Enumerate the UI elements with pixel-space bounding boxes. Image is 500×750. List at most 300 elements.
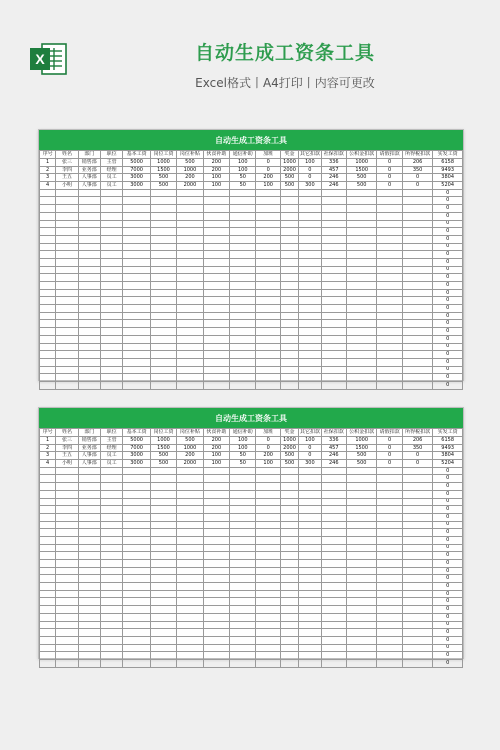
table-cell[interactable] (230, 529, 256, 537)
table-cell[interactable]: 0 (433, 606, 463, 614)
table-cell[interactable] (177, 629, 203, 637)
table-cell[interactable] (256, 613, 280, 621)
table-cell[interactable] (100, 629, 122, 637)
table-cell[interactable] (402, 552, 433, 560)
table-cell[interactable]: 人事部 (78, 452, 100, 460)
table-cell[interactable] (203, 636, 229, 644)
table-cell[interactable] (177, 374, 203, 382)
table-cell[interactable] (321, 282, 346, 290)
table-cell[interactable] (177, 506, 203, 514)
table-cell[interactable]: 员工 (100, 174, 122, 182)
table-cell[interactable] (321, 312, 346, 320)
table-cell[interactable] (150, 536, 176, 544)
table-cell[interactable]: 206 (402, 437, 433, 445)
table-cell[interactable] (280, 274, 298, 282)
table-cell[interactable] (123, 498, 150, 506)
table-cell[interactable] (177, 606, 203, 614)
table-cell[interactable] (256, 621, 280, 629)
table-cell[interactable] (280, 335, 298, 343)
table-cell[interactable] (56, 374, 78, 382)
table-cell[interactable] (203, 297, 229, 305)
table-cell[interactable] (280, 560, 298, 568)
table-cell[interactable] (230, 381, 256, 389)
table-cell[interactable]: 3000 (123, 174, 150, 182)
table-cell[interactable] (377, 544, 402, 552)
table-cell[interactable] (321, 513, 346, 521)
table-cell[interactable] (150, 483, 176, 491)
table-cell[interactable] (377, 228, 402, 236)
table-cell[interactable] (230, 629, 256, 637)
table-cell[interactable] (56, 282, 78, 290)
table-cell[interactable] (177, 212, 203, 220)
table-cell[interactable] (78, 544, 100, 552)
table-cell[interactable] (280, 529, 298, 537)
table-cell[interactable] (78, 467, 100, 475)
table-cell[interactable] (123, 274, 150, 282)
table-cell[interactable] (123, 328, 150, 336)
table-cell[interactable] (177, 544, 203, 552)
table-cell[interactable] (321, 305, 346, 313)
table-cell[interactable] (280, 483, 298, 491)
table-cell[interactable] (280, 521, 298, 529)
table-cell[interactable] (123, 490, 150, 498)
table-cell[interactable]: 500 (280, 174, 298, 182)
table-cell[interactable] (123, 374, 150, 382)
table-cell[interactable] (321, 197, 346, 205)
table-cell[interactable] (78, 305, 100, 313)
table-cell[interactable] (56, 297, 78, 305)
table-cell[interactable] (150, 529, 176, 537)
table-cell[interactable] (203, 343, 229, 351)
table-cell[interactable]: 0 (402, 452, 433, 460)
table-cell[interactable] (203, 613, 229, 621)
table-cell[interactable] (100, 335, 122, 343)
table-cell[interactable]: 200 (256, 174, 280, 182)
table-cell[interactable] (346, 475, 377, 483)
table-cell[interactable] (230, 351, 256, 359)
table-cell[interactable] (203, 467, 229, 475)
table-cell[interactable] (256, 374, 280, 382)
table-cell[interactable]: 200 (177, 452, 203, 460)
table-cell[interactable] (78, 228, 100, 236)
table-cell[interactable] (402, 274, 433, 282)
table-cell[interactable] (100, 513, 122, 521)
table-cell[interactable] (177, 483, 203, 491)
table-cell[interactable] (256, 312, 280, 320)
table-cell[interactable] (177, 467, 203, 475)
table-cell[interactable]: 人事部 (78, 182, 100, 190)
table-cell[interactable]: 0 (433, 205, 463, 213)
table-cell[interactable] (377, 652, 402, 660)
table-cell[interactable]: 经理 (100, 444, 122, 452)
table-cell[interactable] (203, 351, 229, 359)
table-cell[interactable] (78, 343, 100, 351)
table-cell[interactable] (40, 506, 56, 514)
table-cell[interactable] (100, 583, 122, 591)
table-cell[interactable] (321, 228, 346, 236)
table-cell[interactable]: 246 (321, 174, 346, 182)
table-cell[interactable] (56, 335, 78, 343)
table-cell[interactable] (346, 189, 377, 197)
table-cell[interactable] (346, 266, 377, 274)
table-cell[interactable]: 0 (433, 228, 463, 236)
table-cell[interactable] (56, 266, 78, 274)
table-cell[interactable] (377, 366, 402, 374)
table-cell[interactable] (150, 243, 176, 251)
table-cell[interactable] (56, 536, 78, 544)
table-cell[interactable]: 300 (299, 460, 321, 468)
table-cell[interactable] (100, 498, 122, 506)
table-cell[interactable] (40, 575, 56, 583)
table-cell[interactable] (123, 590, 150, 598)
table-cell[interactable] (203, 251, 229, 259)
table-cell[interactable]: 50 (230, 182, 256, 190)
table-cell[interactable]: 100 (203, 174, 229, 182)
table-cell[interactable] (402, 606, 433, 614)
table-cell[interactable]: 0 (377, 182, 402, 190)
table-cell[interactable] (56, 552, 78, 560)
table-cell[interactable] (40, 220, 56, 228)
table-cell[interactable]: 张三 (56, 159, 78, 167)
table-cell[interactable] (346, 506, 377, 514)
table-cell[interactable] (256, 366, 280, 374)
table-cell[interactable] (280, 475, 298, 483)
table-cell[interactable] (402, 212, 433, 220)
table-cell[interactable] (299, 652, 321, 660)
table-cell[interactable] (346, 575, 377, 583)
table-cell[interactable]: 500 (150, 182, 176, 190)
table-cell[interactable] (299, 483, 321, 491)
table-cell[interactable] (100, 659, 122, 667)
table-cell[interactable] (402, 467, 433, 475)
table-cell[interactable] (40, 381, 56, 389)
table-cell[interactable]: 9493 (433, 444, 463, 452)
table-cell[interactable]: 246 (321, 460, 346, 468)
table-cell[interactable] (377, 266, 402, 274)
table-cell[interactable] (402, 305, 433, 313)
table-cell[interactable] (321, 351, 346, 359)
table-cell[interactable] (377, 560, 402, 568)
table-cell[interactable] (177, 560, 203, 568)
table-cell[interactable] (56, 243, 78, 251)
table-cell[interactable] (150, 266, 176, 274)
table-cell[interactable] (230, 243, 256, 251)
table-cell[interactable] (280, 266, 298, 274)
table-cell[interactable] (100, 521, 122, 529)
table-cell[interactable] (321, 320, 346, 328)
table-cell[interactable] (256, 598, 280, 606)
table-cell[interactable] (123, 544, 150, 552)
table-cell[interactable] (177, 583, 203, 591)
table-cell[interactable] (56, 621, 78, 629)
table-cell[interactable] (100, 220, 122, 228)
table-cell[interactable] (56, 521, 78, 529)
table-cell[interactable] (203, 483, 229, 491)
table-cell[interactable] (203, 659, 229, 667)
table-cell[interactable]: 9493 (433, 166, 463, 174)
table-cell[interactable] (230, 235, 256, 243)
table-cell[interactable] (230, 644, 256, 652)
table-cell[interactable] (78, 189, 100, 197)
table-cell[interactable] (230, 335, 256, 343)
table-cell[interactable] (402, 521, 433, 529)
table-cell[interactable] (256, 629, 280, 637)
table-cell[interactable]: 100 (299, 437, 321, 445)
table-cell[interactable]: 5000 (123, 159, 150, 167)
table-cell[interactable] (123, 351, 150, 359)
table-cell[interactable] (40, 258, 56, 266)
table-cell[interactable] (299, 644, 321, 652)
table-cell[interactable] (299, 513, 321, 521)
table-cell[interactable] (299, 351, 321, 359)
table-cell[interactable] (56, 652, 78, 660)
table-cell[interactable]: 0 (256, 437, 280, 445)
table-cell[interactable] (150, 312, 176, 320)
table-cell[interactable] (100, 381, 122, 389)
table-cell[interactable] (280, 205, 298, 213)
table-cell[interactable]: 王五 (56, 452, 78, 460)
table-cell[interactable] (78, 567, 100, 575)
table-cell[interactable] (280, 506, 298, 514)
table-cell[interactable] (230, 606, 256, 614)
table-cell[interactable] (100, 235, 122, 243)
table-cell[interactable] (256, 544, 280, 552)
table-cell[interactable] (256, 212, 280, 220)
table-cell[interactable]: 0 (433, 312, 463, 320)
table-cell[interactable] (256, 205, 280, 213)
table-cell[interactable] (230, 636, 256, 644)
table-cell[interactable] (56, 251, 78, 259)
table-cell[interactable] (230, 328, 256, 336)
table-cell[interactable] (150, 544, 176, 552)
table-cell[interactable] (256, 289, 280, 297)
table-cell[interactable]: 3 (40, 452, 56, 460)
table-cell[interactable] (123, 598, 150, 606)
table-cell[interactable] (100, 621, 122, 629)
table-cell[interactable] (177, 189, 203, 197)
table-cell[interactable] (56, 583, 78, 591)
table-cell[interactable] (230, 490, 256, 498)
table-cell[interactable]: 500 (346, 182, 377, 190)
table-cell[interactable]: 100 (230, 159, 256, 167)
table-cell[interactable] (100, 351, 122, 359)
table-cell[interactable] (280, 212, 298, 220)
table-cell[interactable] (40, 205, 56, 213)
table-cell[interactable] (78, 513, 100, 521)
table-cell[interactable] (299, 335, 321, 343)
table-cell[interactable] (256, 659, 280, 667)
table-cell[interactable] (346, 297, 377, 305)
table-cell[interactable]: 500 (150, 452, 176, 460)
table-cell[interactable] (256, 251, 280, 259)
table-cell[interactable]: 50 (230, 452, 256, 460)
table-cell[interactable] (40, 483, 56, 491)
table-cell[interactable] (40, 621, 56, 629)
table-cell[interactable] (56, 305, 78, 313)
table-cell[interactable] (346, 529, 377, 537)
table-cell[interactable] (100, 205, 122, 213)
table-cell[interactable] (150, 521, 176, 529)
table-cell[interactable] (402, 381, 433, 389)
table-cell[interactable] (100, 320, 122, 328)
table-cell[interactable] (299, 235, 321, 243)
table-cell[interactable]: 0 (377, 460, 402, 468)
table-cell[interactable] (230, 544, 256, 552)
table-cell[interactable]: 1000 (150, 437, 176, 445)
table-cell[interactable] (256, 636, 280, 644)
table-cell[interactable] (321, 529, 346, 537)
table-cell[interactable] (123, 305, 150, 313)
table-cell[interactable] (40, 312, 56, 320)
table-cell[interactable] (402, 220, 433, 228)
table-cell[interactable] (56, 590, 78, 598)
table-cell[interactable] (78, 381, 100, 389)
table-cell[interactable] (321, 212, 346, 220)
table-cell[interactable] (78, 560, 100, 568)
table-cell[interactable]: 3804 (433, 452, 463, 460)
table-cell[interactable] (56, 529, 78, 537)
table-cell[interactable]: 0 (433, 374, 463, 382)
table-cell[interactable] (377, 351, 402, 359)
table-cell[interactable] (40, 274, 56, 282)
table-cell[interactable]: 0 (433, 351, 463, 359)
table-cell[interactable] (377, 282, 402, 290)
table-cell[interactable] (256, 513, 280, 521)
table-cell[interactable]: 1500 (346, 444, 377, 452)
table-cell[interactable]: 5000 (123, 437, 150, 445)
table-cell[interactable] (256, 652, 280, 660)
table-cell[interactable] (78, 335, 100, 343)
table-cell[interactable] (150, 636, 176, 644)
table-cell[interactable] (123, 243, 150, 251)
table-cell[interactable] (56, 235, 78, 243)
table-cell[interactable] (230, 583, 256, 591)
table-cell[interactable]: 0 (433, 366, 463, 374)
table-cell[interactable] (203, 552, 229, 560)
table-cell[interactable]: 3000 (123, 452, 150, 460)
table-cell[interactable] (150, 366, 176, 374)
table-cell[interactable] (299, 490, 321, 498)
table-cell[interactable]: 0 (433, 513, 463, 521)
table-cell[interactable] (123, 467, 150, 475)
table-cell[interactable] (177, 621, 203, 629)
table-cell[interactable] (280, 258, 298, 266)
table-cell[interactable] (299, 590, 321, 598)
table-cell[interactable]: 员工 (100, 182, 122, 190)
table-cell[interactable] (402, 598, 433, 606)
table-cell[interactable] (100, 358, 122, 366)
table-cell[interactable] (230, 282, 256, 290)
table-cell[interactable] (256, 490, 280, 498)
table-cell[interactable] (377, 629, 402, 637)
table-cell[interactable] (100, 613, 122, 621)
table-cell[interactable] (177, 536, 203, 544)
table-cell[interactable] (402, 636, 433, 644)
table-cell[interactable] (280, 636, 298, 644)
table-cell[interactable] (40, 189, 56, 197)
table-cell[interactable] (377, 483, 402, 491)
table-cell[interactable] (150, 567, 176, 575)
table-cell[interactable]: 0 (433, 636, 463, 644)
table-cell[interactable] (40, 606, 56, 614)
table-cell[interactable] (177, 644, 203, 652)
table-cell[interactable] (321, 189, 346, 197)
table-cell[interactable] (150, 513, 176, 521)
table-cell[interactable] (177, 205, 203, 213)
table-cell[interactable]: 0 (433, 567, 463, 575)
table-cell[interactable] (299, 220, 321, 228)
table-cell[interactable] (377, 328, 402, 336)
table-cell[interactable]: 200 (203, 444, 229, 452)
table-cell[interactable] (256, 467, 280, 475)
table-cell[interactable] (402, 529, 433, 537)
table-cell[interactable]: 200 (177, 174, 203, 182)
table-cell[interactable] (280, 544, 298, 552)
table-cell[interactable] (40, 567, 56, 575)
table-cell[interactable]: 0 (377, 444, 402, 452)
table-cell[interactable] (321, 358, 346, 366)
table-cell[interactable] (299, 529, 321, 537)
table-cell[interactable] (230, 205, 256, 213)
table-cell[interactable] (203, 358, 229, 366)
table-cell[interactable] (299, 266, 321, 274)
table-cell[interactable] (40, 544, 56, 552)
table-cell[interactable] (150, 583, 176, 591)
table-cell[interactable] (321, 343, 346, 351)
table-cell[interactable]: 500 (280, 452, 298, 460)
table-cell[interactable] (78, 374, 100, 382)
table-cell[interactable] (100, 289, 122, 297)
table-cell[interactable] (280, 467, 298, 475)
table-cell[interactable] (299, 552, 321, 560)
table-cell[interactable] (150, 282, 176, 290)
table-cell[interactable] (40, 613, 56, 621)
table-cell[interactable] (256, 521, 280, 529)
table-cell[interactable] (402, 652, 433, 660)
table-cell[interactable] (256, 381, 280, 389)
table-cell[interactable]: 100 (299, 159, 321, 167)
table-cell[interactable] (230, 320, 256, 328)
table-cell[interactable] (150, 251, 176, 259)
table-cell[interactable] (230, 498, 256, 506)
table-cell[interactable] (377, 243, 402, 251)
table-cell[interactable]: 业务部 (78, 444, 100, 452)
table-cell[interactable] (321, 467, 346, 475)
table-cell[interactable] (402, 358, 433, 366)
table-cell[interactable] (299, 467, 321, 475)
table-cell[interactable] (150, 343, 176, 351)
table-cell[interactable] (402, 205, 433, 213)
table-cell[interactable] (150, 506, 176, 514)
table-cell[interactable]: 7000 (123, 166, 150, 174)
table-cell[interactable] (346, 659, 377, 667)
table-cell[interactable] (203, 521, 229, 529)
table-cell[interactable] (100, 305, 122, 313)
table-cell[interactable] (203, 381, 229, 389)
table-cell[interactable] (123, 536, 150, 544)
table-cell[interactable] (280, 351, 298, 359)
table-cell[interactable]: 100 (230, 444, 256, 452)
table-cell[interactable] (100, 490, 122, 498)
table-cell[interactable] (78, 498, 100, 506)
table-cell[interactable] (78, 312, 100, 320)
table-cell[interactable] (150, 197, 176, 205)
table-cell[interactable] (40, 212, 56, 220)
table-cell[interactable] (230, 521, 256, 529)
table-cell[interactable] (123, 266, 150, 274)
table-cell[interactable] (346, 351, 377, 359)
table-cell[interactable] (177, 613, 203, 621)
